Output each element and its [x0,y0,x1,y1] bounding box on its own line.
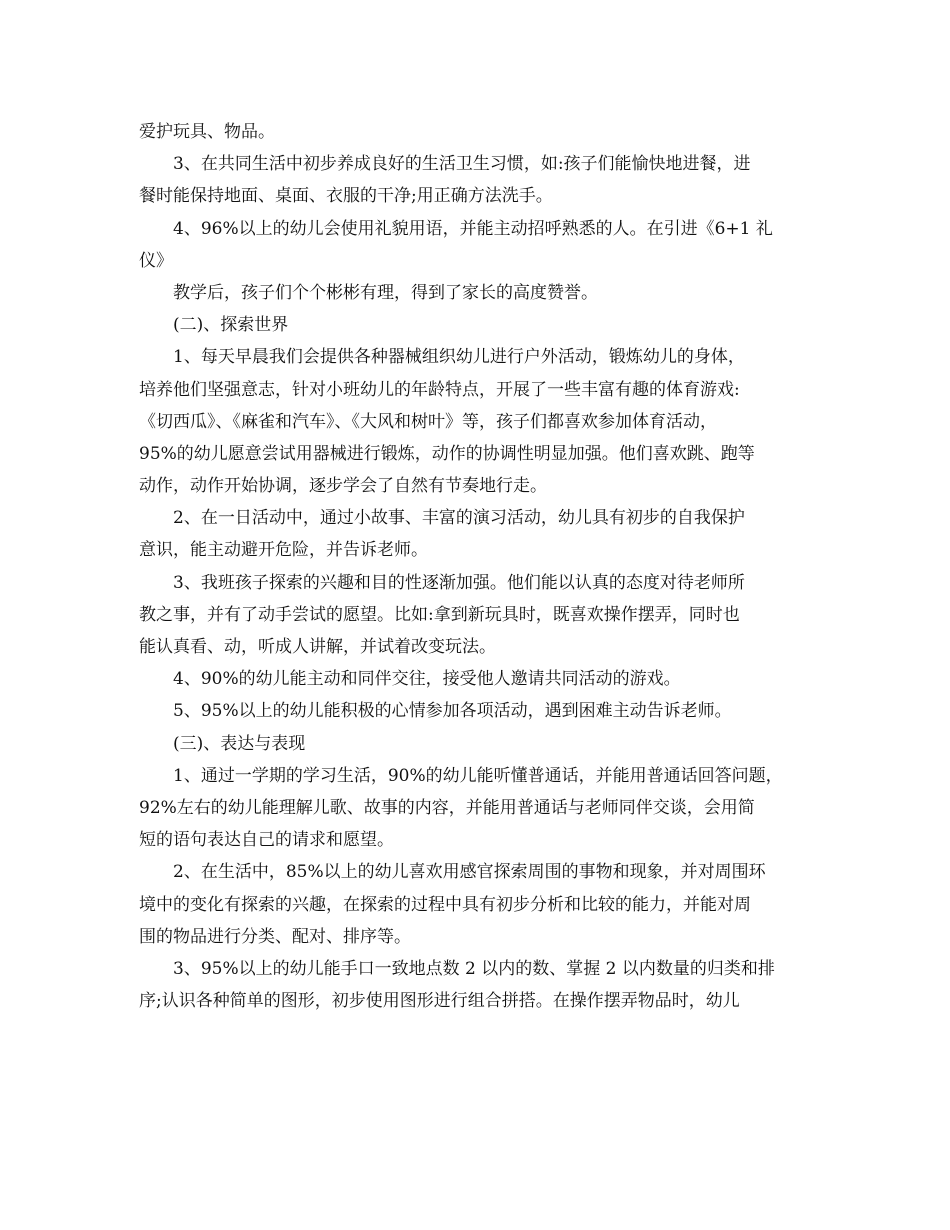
text-line: 4、96%以上的幼儿会使用礼貌用语，并能主动招呼熟悉的人。在引进《6+1 礼 [173,218,773,239]
text-line: 序;认识各种简单的图形，初步使用图形进行组合拼搭。在操作摆弄物品时，幼儿 [139,991,740,1012]
text-line: (二)、探索世界 [173,315,289,336]
text-line: 培养他们坚强意志，针对小班幼儿的年龄特点，开展了一些丰富有趣的体育游戏: [139,379,740,400]
text-line: 3、95%以上的幼儿能手口一致地点数 2 以内的数、掌握 2 以内数量的归类和排 [173,958,775,979]
text-line: 围的物品进行分类、配对、排序等。 [139,926,411,947]
text-line: 3、我班孩子探索的兴趣和目的性逐渐加强。他们能以认真的态度对待老师所 [173,572,745,593]
text-line: 短的语句表达自己的请求和愿望。 [139,830,394,851]
text-line: 2、在一日活动中，通过小故事、丰富的演习活动，幼儿具有初步的自我保护 [173,508,745,529]
text-line: 92%左右的幼儿能理解儿歌、故事的内容，并能用普通话与老师同伴交谈，会用简 [139,797,755,818]
text-line: 95%的幼儿愿意尝试用器械进行锻炼，动作的协调性明显加强。他们喜欢跳、跑等 [139,443,755,464]
document-body [139,116,819,1017]
text-line: 《切西瓜》、《麻雀和汽车》、《大风和树叶》等，孩子们都喜欢参加体育活动， [139,411,717,432]
text-line: 动作，动作开始协调，逐步学会了自然有节奏地行走。 [139,476,547,497]
text-line: 意识，能主动避开危险，并告诉老师。 [139,540,428,561]
text-line: 境中的变化有探索的兴趣，在探索的过程中具有初步分析和比较的能力，并能对周 [139,894,751,915]
text-line: 4、90%的幼儿能主动和同伴交往，接受他人邀请共同活动的游戏。 [173,669,681,690]
text-line: 教学后，孩子们个个彬彬有理，得到了家长的高度赞誉。 [173,282,598,303]
text-line: 能认真看、动，听成人讲解，并试着改变玩法。 [139,637,496,657]
text-line: 5、95%以上的幼儿能积极的心情参加各项活动，遇到困难主动告诉老师。 [173,701,732,722]
text-line: 1、通过一学期的学习生活，90%的幼儿能听懂普通话，并能用普通话回答问题， [173,765,783,786]
text-line: 仪》 [139,250,173,271]
text-line: 教之事，并有了动手尝试的愿望。比如:拿到新玩具时，既喜欢操作摆弄，同时也 [139,604,740,625]
text-line: 爱护玩具、物品。 [139,122,275,142]
text-line: 2、在生活中，85%以上的幼儿喜欢用感官探索周围的事物和现象，并对周围环 [173,862,766,883]
text-line: 3、在共同生活中初步养成良好的生活卫生习惯，如:孩子们能愉快地进餐，进 [173,154,751,175]
text-line: 1、每天早晨我们会提供各种器械组织幼儿进行户外活动，锻炼幼儿的身体， [173,347,745,368]
text-line: (三)、表达与表现 [173,733,306,754]
text-line: 餐时能保持地面、桌面、衣服的干净;用正确方法洗手。 [139,186,553,207]
